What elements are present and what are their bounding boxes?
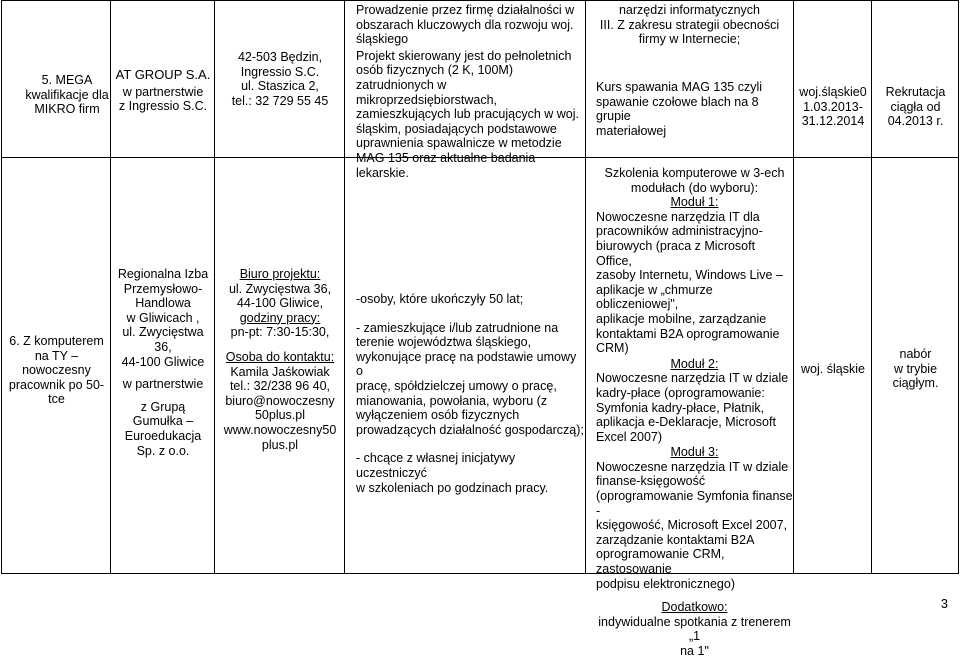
table-border: [1, 0, 2, 574]
row5-area-period: [795, 85, 871, 129]
row6-recruitment: [873, 347, 958, 391]
text-line: uprawnienia spawalnicze w metodzie: [356, 136, 562, 151]
text-line: zarządzanie kontaktami B2A: [596, 532, 755, 547]
text-line: woj. śląskie: [801, 362, 865, 376]
text-line: - zamieszkujące i/lub zatrudnione na: [356, 320, 559, 335]
text-line: MAG 135 oraz aktualne badania: [356, 150, 536, 165]
text-line: w trybie: [893, 361, 938, 376]
text-line: (oprogramowanie Symfonia finanse -: [596, 489, 793, 518]
office-label: Biuro projektu:: [239, 267, 321, 281]
text-line: Rekrutacja: [885, 85, 946, 99]
text-line: Kurs spawania MAG 135 czyli: [596, 80, 763, 94]
partnership-label: w partnerstwie: [122, 84, 204, 99]
text-line: Symfonia kadry-płace, Płatnik,: [596, 400, 765, 415]
text-line: III. Z zakresu strategii obecności: [599, 17, 780, 32]
module-1-title: Moduł 1:: [670, 195, 719, 210]
text-line: w Gliwicach ,: [126, 310, 200, 325]
table-border: [871, 0, 872, 574]
text-line: śląskim, posiadających podstawowe: [356, 121, 557, 136]
text-line: terenie województwa śląskiego,: [356, 335, 532, 350]
table-border: [958, 0, 959, 574]
hours-label: godziny pracy:: [239, 310, 321, 325]
row6-project-title: [3, 334, 110, 407]
text-line: narzędzi informatycznych: [618, 3, 761, 17]
address-line: 42-503 Będzin,: [237, 50, 323, 64]
row5-training-course: [596, 80, 793, 138]
address-line: ul. Staszica 2,: [241, 79, 319, 94]
text-line: woj.śląskie0: [799, 85, 867, 99]
email-line[interactable]: biuro@nowoczesny: [225, 393, 335, 408]
text-line: wyłączeniem osób fizycznych: [356, 408, 520, 423]
text-line: nabór: [899, 347, 932, 361]
text-line: prowadzących działalność gospodarczą);: [356, 422, 584, 437]
address-line: Ingressio S.C.: [240, 64, 320, 79]
row5-recruitment: [873, 85, 958, 129]
table-border: [793, 0, 794, 574]
table-border: [110, 0, 111, 574]
text-line: zasoby Internetu, Windows Live –: [596, 268, 783, 283]
text-line: tce: [48, 392, 65, 407]
table-border: [214, 0, 215, 574]
additional-title: Dodatkowo:: [661, 600, 728, 615]
text-line: firmy w Internecie;: [638, 32, 741, 47]
text-line: pracownik po 50-: [8, 377, 105, 392]
website-link[interactable]: plus.pl: [261, 437, 299, 452]
text-line: 04.2013 r.: [887, 114, 944, 129]
text-line: pracowników administracyjno-: [596, 224, 763, 239]
row6-area: [795, 362, 871, 377]
text-line: Prowadzenie przez firmę działalności w: [356, 3, 575, 17]
text-line: Handlowa: [135, 296, 191, 311]
row5-training-scope: [586, 3, 793, 47]
text-line: finanse-księgowość: [596, 474, 706, 489]
address-line: ul. Zwycięstwa 36,: [228, 281, 332, 296]
module-3-title: Moduł 3:: [670, 445, 719, 460]
module-2-title: Moduł 2:: [670, 356, 719, 371]
text-line: Szkolenia komputerowe w 3-ech: [604, 166, 785, 180]
text-line: zatrudnionych w: [356, 77, 447, 92]
text-line: wykonujące pracę na podstawie umowy o: [356, 349, 577, 379]
text-line: -osoby, które ukończyły 50 lat;: [356, 292, 524, 306]
text-line: Euroedukacja: [124, 428, 202, 443]
phone-line: tel.: 32 729 55 45: [231, 93, 329, 108]
website-link[interactable]: www.nowoczesny50: [223, 422, 337, 437]
contact-name: Kamila Jaśkowiak: [230, 364, 330, 379]
text-line: 31.12.2014: [801, 114, 865, 129]
text-line: Regionalna Izba: [117, 267, 209, 281]
text-line: kontaktami B2A oprogramowanie: [596, 326, 780, 341]
hours-value: pn-pt: 7:30-15:30,: [230, 325, 330, 340]
text-line: biurowych (praca z Microsoft Office,: [596, 238, 756, 268]
text-line: obszarach kluczowych dla rozwoju woj.: [356, 17, 574, 32]
text-line: 44-100 Gliwice: [121, 354, 205, 369]
row6-target-group: [356, 292, 584, 495]
text-line: ul. Zwycięstwa: [122, 325, 204, 340]
row5-contact: [216, 50, 344, 108]
partnership-label: w partnerstwie: [122, 377, 204, 392]
text-line: 1.03.2013-: [803, 99, 863, 114]
text-line: zamieszkujących lub pracujących w woj.: [356, 107, 580, 122]
text-line: księgowość, Microsoft Excel 2007,: [596, 518, 788, 533]
text-line: na 1": [680, 644, 709, 658]
text-line: Gumułka –: [132, 414, 194, 429]
text-line: oprogramowanie CRM, zastosowanie: [596, 547, 725, 577]
text-line: nowoczesny: [22, 363, 91, 378]
text-line: z Grupą: [140, 399, 186, 414]
text-line: materiałowej: [596, 123, 667, 138]
text-line: ciągła od: [890, 99, 941, 114]
row5-beneficiary: [112, 68, 214, 114]
text-line: Projekt skierowany jest do pełnoletnich: [356, 48, 572, 63]
table-border: [1, 0, 959, 1]
row6-contact: [216, 267, 344, 452]
row6-beneficiary: [112, 267, 214, 458]
email-line[interactable]: 50plus.pl: [254, 408, 306, 423]
text-line: aplikacje mobilne, zarządzanie: [596, 311, 767, 326]
page-number: 3: [940, 596, 948, 611]
text-line: osób fizycznych (2 K, 100M): [356, 63, 514, 78]
text-line: mianowania, powołania, wyboru (z: [356, 393, 548, 408]
table-border: [344, 0, 345, 574]
row5-project-title: [24, 73, 110, 117]
text-line: 36,: [154, 339, 172, 354]
address-line: 44-100 Gliwice,: [236, 296, 324, 311]
text-line: CRM): [596, 341, 629, 356]
row5-target-group: [356, 3, 584, 180]
partner-name: z Ingressio S.C.: [118, 99, 208, 114]
text-line: aplikacje w „chmurze obliczeniowej",: [596, 282, 713, 312]
text-line: aplikacja e-Deklaracje, Microsoft: [596, 415, 776, 430]
text-line: w szkoleniach po godzinach pracy.: [356, 480, 549, 495]
text-line: lekarskie.: [356, 165, 409, 180]
text-line: Nowoczesne narzędzia IT dla: [596, 209, 760, 224]
text-line: pracę, spółdzielczej umowy o pracę,: [356, 378, 557, 393]
text-line: podpisu elektronicznego): [596, 576, 735, 591]
table-border: [1, 573, 959, 574]
text-line: śląskiego: [356, 32, 409, 47]
project-title-text: 5. MEGA kwalifikacje dla MIKRO firm: [25, 73, 109, 117]
text-line: indywidualne spotkania z trenerem „1: [598, 614, 791, 644]
phone-line: tel.: 32/238 96 40,: [229, 379, 331, 394]
text-line: 6. Z komputerem: [9, 334, 104, 348]
text-line: ciągłym.: [892, 376, 939, 391]
text-line: Przemysłowo-: [123, 281, 203, 296]
row6-training-scope: [596, 166, 793, 659]
text-line: mikroprzedsiębiorstwach,: [356, 92, 498, 107]
table-border: [585, 0, 586, 574]
text-line: Sp. z o.o.: [136, 443, 190, 458]
text-line: Excel 2007): [596, 429, 663, 444]
text-line: - chcące z własnej inicjatywy uczestniczyć: [356, 451, 516, 480]
text-line: Nowoczesne narzędzia IT w dziale: [596, 371, 789, 386]
contact-label: Osoba do kontaktu:: [225, 349, 335, 364]
text-line: kadry-płace (oprogramowanie:: [596, 385, 765, 400]
text-line: Nowoczesne narzędzia IT w dziale: [596, 459, 789, 474]
beneficiary-name: AT GROUP S.A.: [115, 67, 211, 82]
text-line: spawanie czołowe blach na 8 grupie: [596, 94, 759, 124]
text-line: na TY –: [34, 348, 79, 363]
text-line: modułach (do wyboru):: [630, 180, 759, 195]
